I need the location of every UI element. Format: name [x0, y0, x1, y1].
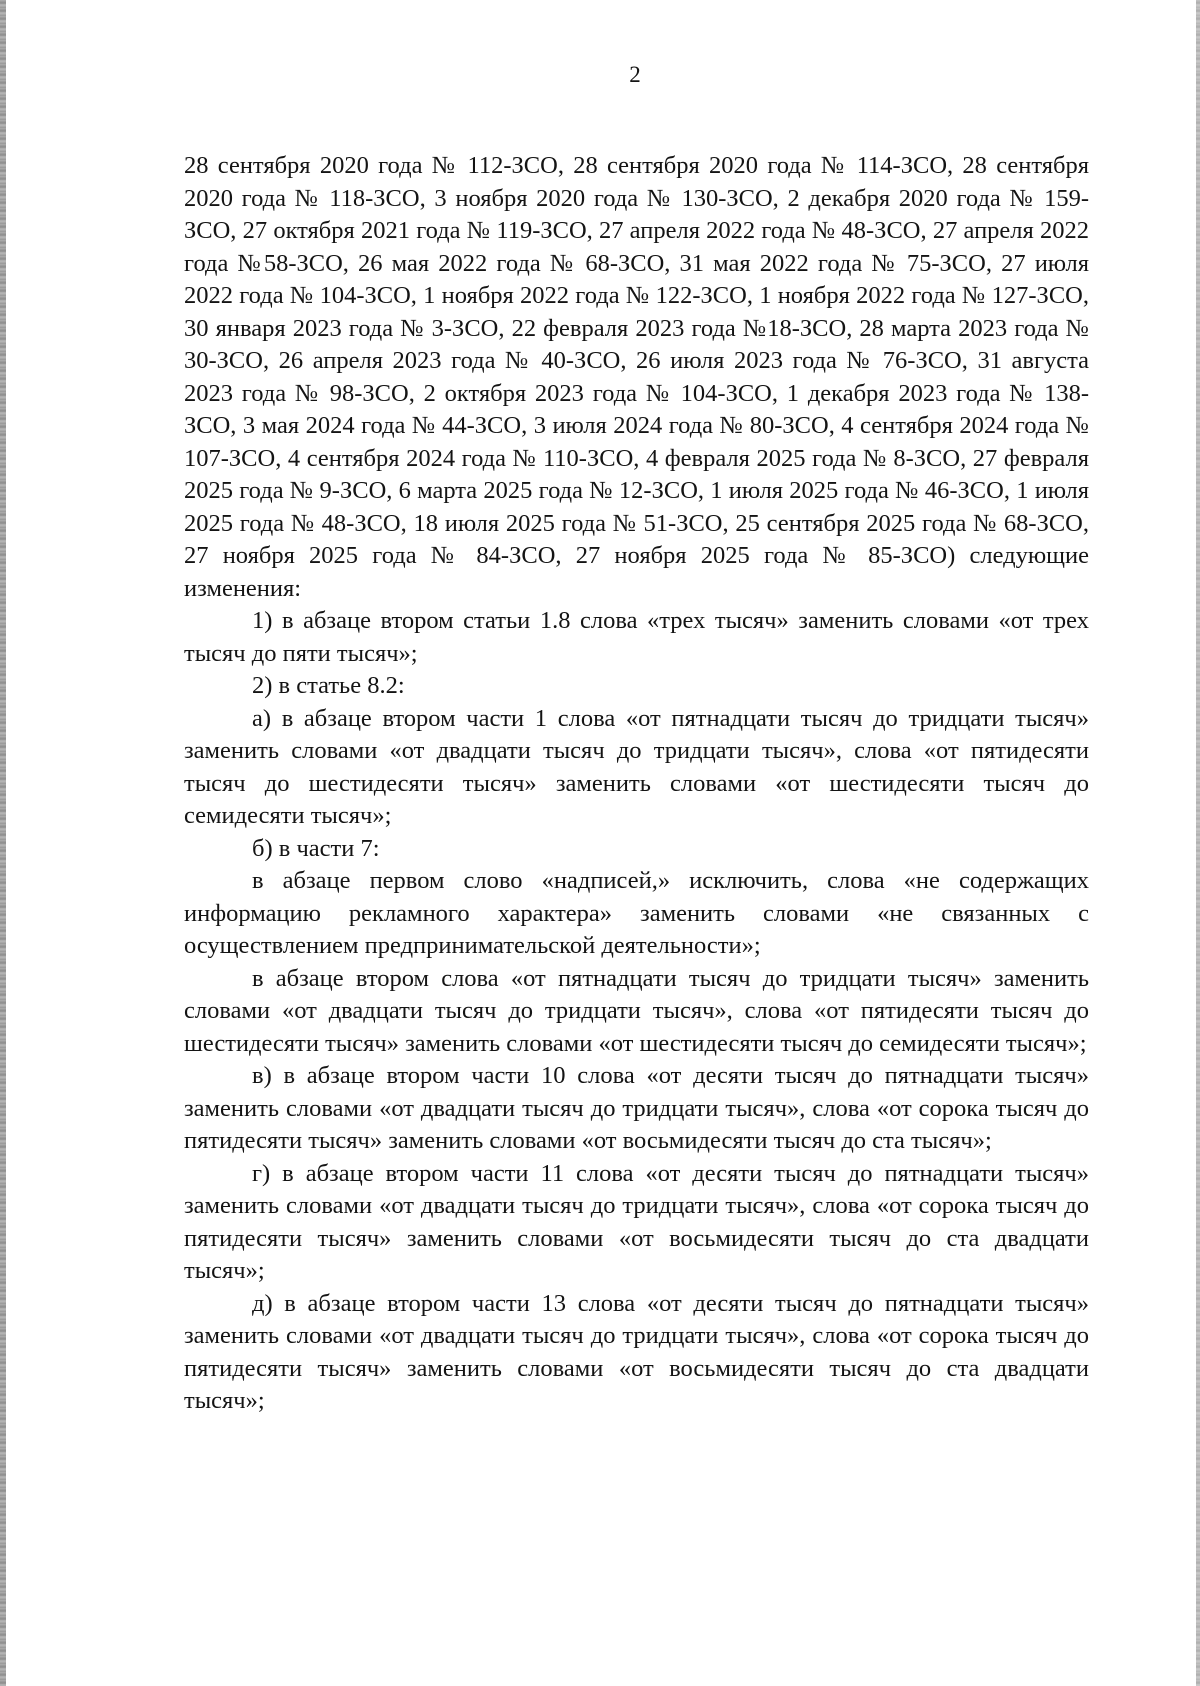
paragraph-item-2b-first-abzac: в абзаце первом слово «надписей,» исключить, слова «не содержащих информацию рекламного характера» заменить словами «не связанных с осуществлением предпринимательской деятельности»;: [184, 867, 1089, 959]
page-number: 2: [629, 62, 641, 87]
paragraph-intro: 28 сентября 2020 года № 112-ЗСО, 28 сентября 2020 года № 114-ЗСО, 28 сентября 2020 года № 118-ЗСО, 3 ноября 2020 года № 130-ЗСО, 2 декабря 2020 года № 159-ЗСО, 27 октября 2021 года № 119-ЗСО, 27 апреля 2022 года № 48-ЗСО, 27 апреля 2022 года №58-ЗСО, 26 мая 2022 года № 68-ЗСО, 31 мая 2022 года № 75-ЗСО, 27 июля 2022 года № 104-ЗСО, 1 ноября 2022 года № 122-ЗСО, 1 ноября 2022 года № 127-ЗСО, 30 января 2023 года № 3-ЗСО, 22 февраля 2023 года №18-ЗСО, 28 марта 2023 года № 30-ЗСО, 26 апреля 2023 года № 40-ЗСО, 26 июля 2023 года № 76-ЗСО, 31 августа 2023 года № 98-ЗСО, 2 октября 2023 года № 104-ЗСО, 1 декабря 2023 года № 138-ЗСО, 3 мая 2024 года № 44-ЗСО, 3 июля 2024 года № 80-ЗСО, 4 сентября 2024 года № 107-ЗСО, 4 сентября 2024 года № 110-ЗСО, 4 февраля 2025 года № 8-ЗСО, 27 февраля 2025 года № 9-ЗСО, 6 марта 2025 года № 12-ЗСО, 1 июля 2025 года № 46-ЗСО, 1 июля 2025 года № 48-ЗСО, 18 июля 2025 года № 51-ЗСО, 25 сентября 2025 года № 68-ЗСО, 27 ноября 2025 года № 84-ЗСО, 27 ноября 2025 года № 85-ЗСО) следующие изменения:: [184, 152, 1089, 602]
paragraph-item-2b-second-abzac: в абзаце втором слова «от пятнадцати тысяч до тридцати тысяч» заменить словами «от двадцати тысяч до тридцати тысяч», слова «от пятидесяти тысяч до шестидесяти тысяч» заменить словами «от шестидесяти тысяч до семидесяти тысяч»;: [184, 964, 1089, 1057]
scan-right-edge: [1196, 0, 1200, 1686]
scan-left-edge: [0, 0, 6, 1686]
paragraph-item-2d: д) в абзаце втором части 13 слова «от десяти тысяч до пятнадцати тысяч» заменить словами «от двадцати тысяч до тридцати тысяч», слова «от сорока тысяч до пятидесяти тысяч» заменить словами «от восьмидесяти тысяч до ста двадцати тысяч»;: [184, 1289, 1089, 1414]
document-body: [184, 150, 1089, 1418]
paragraph-item-2: 2) в статье 8.2:: [252, 672, 405, 699]
paragraph-item-2v: в) в абзаце втором части 10 слова «от десяти тысяч до пятнадцати тысяч» заменить словами «от двадцати тысяч до тридцати тысяч», слова «от сорока тысяч до пятидесяти тысяч» заменить словами «от восьмидесяти тысяч до ста тысяч»;: [184, 1062, 1089, 1154]
paragraph-item-2b: б) в части 7:: [252, 834, 380, 862]
paragraph-item-2a: а) в абзаце втором части 1 слова «от пятнадцати тысяч до тридцати тысяч» заменить словами «от двадцати тысяч до тридцати тысяч», слова «от пятидесяти тысяч до шестидесяти тысяч» заменить словами «от шестидесяти тысяч до семидесяти тысяч»;: [184, 704, 1089, 829]
paragraph-item-1: 1) в абзаце втором статьи 1.8 слова «трех тысяч» заменить словами «от трех тысяч до пяти тысяч»;: [184, 607, 1089, 667]
paragraph-item-2g: г) в абзаце втором части 11 слова «от десяти тысяч до пятнадцати тысяч» заменить словами «от двадцати тысяч до тридцати тысяч», слова «от сорока тысяч до пятидесяти тысяч» заменить словами «от восьмидесяти тысяч до ста двадцати тысяч»;: [184, 1159, 1089, 1284]
